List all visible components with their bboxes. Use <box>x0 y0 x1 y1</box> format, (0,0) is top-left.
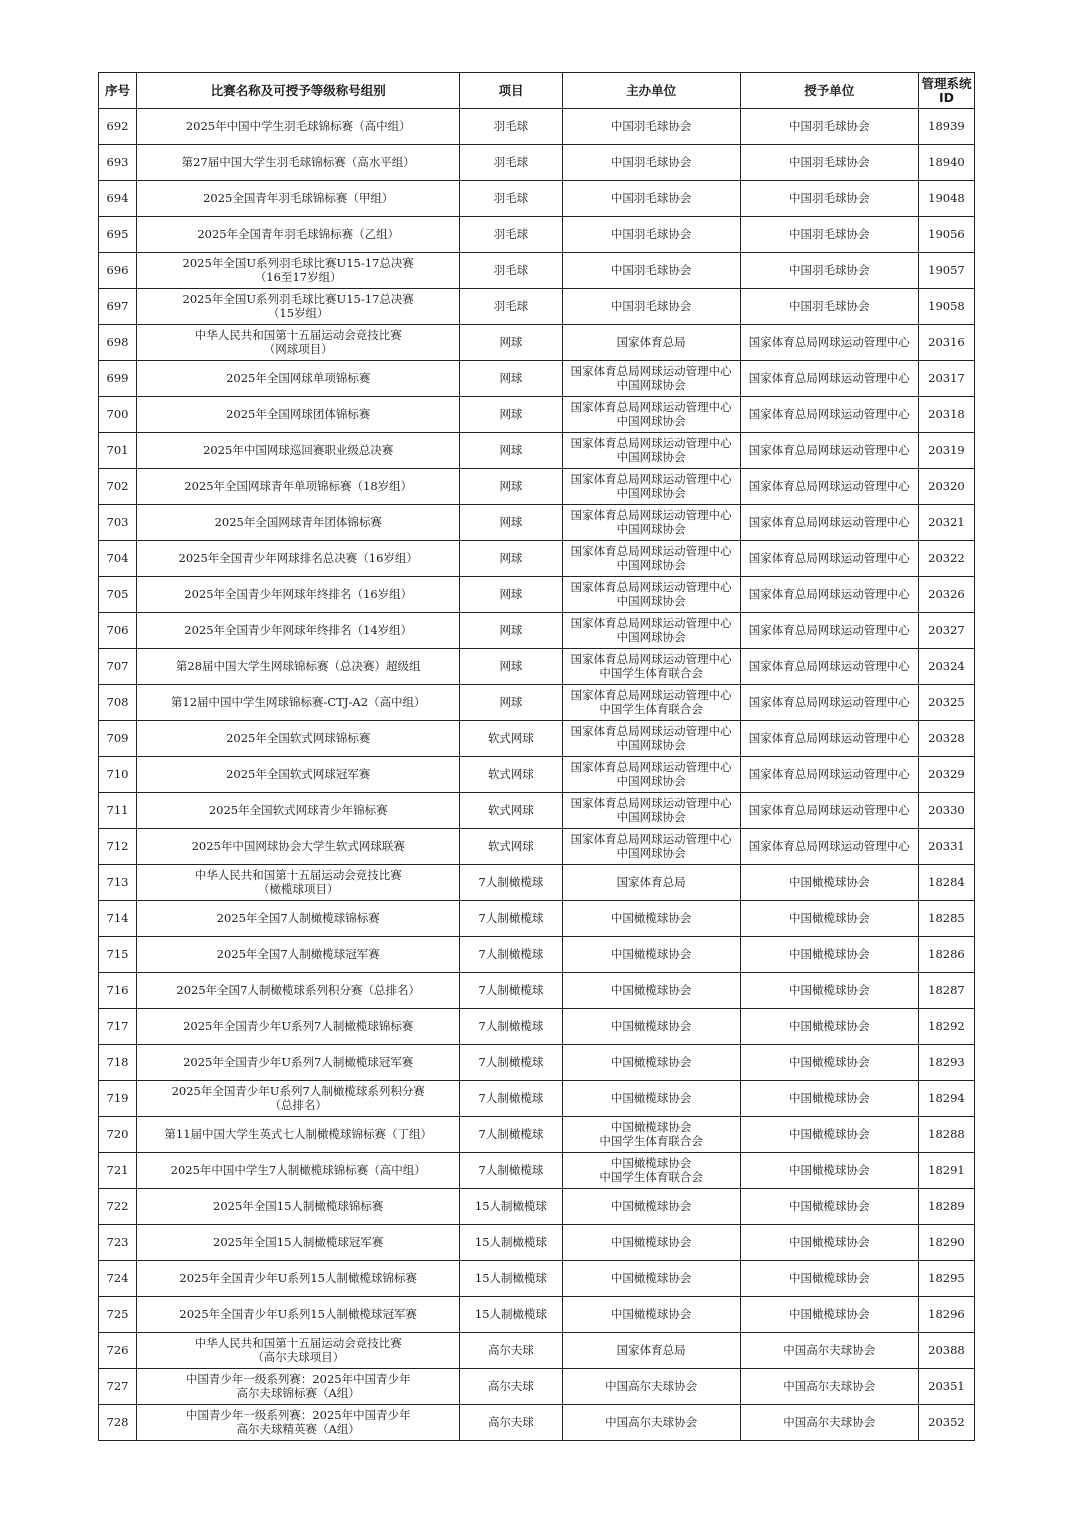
grantor-cell: 国家体育总局网球运动管理中心 <box>740 361 918 397</box>
grantor-cell: 国家体育总局网球运动管理中心 <box>740 829 918 865</box>
organizer-cell: 国家体育总局网球运动管理中心 中国学生体育联合会 <box>562 685 740 721</box>
sport-cell: 15人制橄榄球 <box>460 1189 562 1225</box>
table-row <box>99 1117 975 1153</box>
sport-cell: 15人制橄榄球 <box>460 1297 562 1333</box>
organizer-cell: 中国橄榄球协会 <box>562 1189 740 1225</box>
table-row <box>99 1081 975 1117</box>
table-row <box>99 1297 975 1333</box>
grantor-cell: 国家体育总局网球运动管理中心 <box>740 469 918 505</box>
organizer-cell: 中国橄榄球协会 <box>562 1297 740 1333</box>
grantor-cell: 国家体育总局网球运动管理中心 <box>740 397 918 433</box>
system-id-cell: 20388 <box>918 1333 974 1369</box>
sport-cell: 网球 <box>460 397 562 433</box>
competition-name-cell: 第12届中国中学生网球锦标赛-CTJ-A2（高中组） <box>137 685 460 721</box>
table-row <box>99 397 975 433</box>
grantor-cell: 中国羽毛球协会 <box>740 289 918 325</box>
system-id-cell: 18294 <box>918 1081 974 1117</box>
table-row <box>99 253 975 289</box>
competition-name-cell: 2025年全国U系列羽毛球比赛U15-17总决赛 （15岁组） <box>137 289 460 325</box>
grantor-cell: 中国橄榄球协会 <box>740 1189 918 1225</box>
organizer-cell: 国家体育总局网球运动管理中心 中国网球协会 <box>562 829 740 865</box>
table-row <box>99 289 975 325</box>
sport-cell: 7人制橄榄球 <box>460 973 562 1009</box>
competition-name-cell: 中华人民共和国第十五届运动会竞技比赛 （橄榄球项目） <box>137 865 460 901</box>
table-row <box>99 361 975 397</box>
row-number-cell: 718 <box>99 1045 137 1081</box>
competition-name-cell: 中华人民共和国第十五届运动会竞技比赛 （网球项目） <box>137 325 460 361</box>
sport-cell: 软式网球 <box>460 829 562 865</box>
sport-cell: 网球 <box>460 649 562 685</box>
row-number-cell: 720 <box>99 1117 137 1153</box>
sport-cell: 7人制橄榄球 <box>460 1009 562 1045</box>
grantor-cell: 中国橄榄球协会 <box>740 901 918 937</box>
organizer-cell: 国家体育总局网球运动管理中心 中国网球协会 <box>562 433 740 469</box>
table-row <box>99 1045 975 1081</box>
sport-cell: 7人制橄榄球 <box>460 1045 562 1081</box>
table-row <box>99 577 975 613</box>
system-id-cell: 20327 <box>918 613 974 649</box>
competition-name-cell: 2025年全国青少年网球排名总决赛（16岁组） <box>137 541 460 577</box>
header-grantor: 授予单位 <box>740 73 918 109</box>
table-row <box>99 793 975 829</box>
grantor-cell: 国家体育总局网球运动管理中心 <box>740 505 918 541</box>
row-number-cell: 721 <box>99 1153 137 1189</box>
system-id-cell: 20325 <box>918 685 974 721</box>
row-number-cell: 704 <box>99 541 137 577</box>
table-row <box>99 685 975 721</box>
organizer-cell: 国家体育总局网球运动管理中心 中国网球协会 <box>562 793 740 829</box>
header-system-id: 管理系统 ID <box>918 73 974 109</box>
sport-cell: 7人制橄榄球 <box>460 1081 562 1117</box>
sport-cell: 15人制橄榄球 <box>460 1261 562 1297</box>
organizer-cell: 国家体育总局网球运动管理中心 中国网球协会 <box>562 577 740 613</box>
competition-name-cell: 2025全国青年羽毛球锦标赛（甲组） <box>137 181 460 217</box>
grantor-cell: 中国橄榄球协会 <box>740 1045 918 1081</box>
sport-cell: 网球 <box>460 325 562 361</box>
system-id-cell: 20319 <box>918 433 974 469</box>
grantor-cell: 中国羽毛球协会 <box>740 145 918 181</box>
row-number-cell: 717 <box>99 1009 137 1045</box>
organizer-cell: 中国羽毛球协会 <box>562 109 740 145</box>
grantor-cell: 中国橄榄球协会 <box>740 973 918 1009</box>
system-id-cell: 20316 <box>918 325 974 361</box>
row-number-cell: 695 <box>99 217 137 253</box>
row-number-cell: 698 <box>99 325 137 361</box>
grantor-cell: 中国橄榄球协会 <box>740 1081 918 1117</box>
organizer-cell: 中国橄榄球协会 中国学生体育联合会 <box>562 1153 740 1189</box>
system-id-cell: 20320 <box>918 469 974 505</box>
header-row <box>99 73 975 109</box>
competition-name-cell: 第28届中国大学生网球锦标赛（总决赛）超级组 <box>137 649 460 685</box>
system-id-cell: 18939 <box>918 109 974 145</box>
system-id-cell: 18296 <box>918 1297 974 1333</box>
row-number-cell: 714 <box>99 901 137 937</box>
row-number-cell: 713 <box>99 865 137 901</box>
table-row <box>99 505 975 541</box>
table-row <box>99 145 975 181</box>
table-row <box>99 469 975 505</box>
table-row <box>99 1369 975 1405</box>
organizer-cell: 中国羽毛球协会 <box>562 253 740 289</box>
table-row <box>99 181 975 217</box>
sport-cell: 羽毛球 <box>460 181 562 217</box>
grantor-cell: 国家体育总局网球运动管理中心 <box>740 433 918 469</box>
table-row <box>99 1333 975 1369</box>
grantor-cell: 中国高尔夫球协会 <box>740 1333 918 1369</box>
grantor-cell: 国家体育总局网球运动管理中心 <box>740 721 918 757</box>
system-id-cell: 19056 <box>918 217 974 253</box>
organizer-cell: 中国橄榄球协会 中国学生体育联合会 <box>562 1117 740 1153</box>
grantor-cell: 国家体育总局网球运动管理中心 <box>740 793 918 829</box>
competition-name-cell: 2025年全国青少年U系列15人制橄榄球锦标赛 <box>137 1261 460 1297</box>
competition-name-cell: 2025年全国7人制橄榄球系列积分赛（总排名） <box>137 973 460 1009</box>
header-no: 序号 <box>99 73 137 109</box>
awards-table <box>98 72 975 1441</box>
competition-name-cell: 2025年全国青少年U系列15人制橄榄球冠军赛 <box>137 1297 460 1333</box>
row-number-cell: 709 <box>99 721 137 757</box>
row-number-cell: 712 <box>99 829 137 865</box>
table-row <box>99 613 975 649</box>
competition-name-cell: 2025年全国网球团体锦标赛 <box>137 397 460 433</box>
organizer-cell: 中国橄榄球协会 <box>562 1009 740 1045</box>
sport-cell: 羽毛球 <box>460 145 562 181</box>
row-number-cell: 716 <box>99 973 137 1009</box>
competition-name-cell: 中国青少年一级系列赛：2025年中国青少年 高尔夫球锦标赛（A组） <box>137 1369 460 1405</box>
grantor-cell: 国家体育总局网球运动管理中心 <box>740 325 918 361</box>
table-row <box>99 973 975 1009</box>
competition-name-cell: 2025年全国7人制橄榄球锦标赛 <box>137 901 460 937</box>
row-number-cell: 702 <box>99 469 137 505</box>
sport-cell: 网球 <box>460 505 562 541</box>
system-id-cell: 20321 <box>918 505 974 541</box>
sport-cell: 7人制橄榄球 <box>460 1117 562 1153</box>
competition-name-cell: 第11届中国大学生英式七人制橄榄球锦标赛（丁组） <box>137 1117 460 1153</box>
organizer-cell: 国家体育总局 <box>562 865 740 901</box>
system-id-cell: 18286 <box>918 937 974 973</box>
table-row <box>99 865 975 901</box>
row-number-cell: 726 <box>99 1333 137 1369</box>
system-id-cell: 19057 <box>918 253 974 289</box>
table-row <box>99 1153 975 1189</box>
row-number-cell: 697 <box>99 289 137 325</box>
sport-cell: 7人制橄榄球 <box>460 865 562 901</box>
row-number-cell: 694 <box>99 181 137 217</box>
table-row <box>99 649 975 685</box>
competition-name-cell: 2025年全国青少年U系列7人制橄榄球系列积分赛 （总排名） <box>137 1081 460 1117</box>
system-id-cell: 18289 <box>918 1189 974 1225</box>
table-row <box>99 109 975 145</box>
system-id-cell: 20324 <box>918 649 974 685</box>
row-number-cell: 724 <box>99 1261 137 1297</box>
sport-cell: 网球 <box>460 433 562 469</box>
grantor-cell: 中国橄榄球协会 <box>740 1009 918 1045</box>
organizer-cell: 国家体育总局 <box>562 325 740 361</box>
competition-name-cell: 2025年全国7人制橄榄球冠军赛 <box>137 937 460 973</box>
row-number-cell: 711 <box>99 793 137 829</box>
competition-name-cell: 2025年全国15人制橄榄球冠军赛 <box>137 1225 460 1261</box>
sport-cell: 7人制橄榄球 <box>460 937 562 973</box>
organizer-cell: 中国高尔夫球协会 <box>562 1369 740 1405</box>
competition-name-cell: 2025年全国网球青年单项锦标赛（18岁组） <box>137 469 460 505</box>
grantor-cell: 中国橄榄球协会 <box>740 937 918 973</box>
grantor-cell: 中国橄榄球协会 <box>740 1261 918 1297</box>
organizer-cell: 国家体育总局 <box>562 1333 740 1369</box>
system-id-cell: 19058 <box>918 289 974 325</box>
grantor-cell: 中国羽毛球协会 <box>740 217 918 253</box>
grantor-cell: 中国橄榄球协会 <box>740 1153 918 1189</box>
system-id-cell: 18284 <box>918 865 974 901</box>
header-name: 比赛名称及可授予等级称号组别 <box>137 73 460 109</box>
competition-name-cell: 2025年全国软式网球冠军赛 <box>137 757 460 793</box>
sport-cell: 高尔夫球 <box>460 1333 562 1369</box>
sport-cell: 7人制橄榄球 <box>460 1153 562 1189</box>
row-number-cell: 700 <box>99 397 137 433</box>
row-number-cell: 710 <box>99 757 137 793</box>
row-number-cell: 705 <box>99 577 137 613</box>
table-row <box>99 325 975 361</box>
competition-name-cell: 中华人民共和国第十五届运动会竞技比赛 （高尔夫球项目） <box>137 1333 460 1369</box>
competition-name-cell: 2025年中国中学生7人制橄榄球锦标赛（高中组） <box>137 1153 460 1189</box>
row-number-cell: 706 <box>99 613 137 649</box>
organizer-cell: 国家体育总局网球运动管理中心 中国网球协会 <box>562 541 740 577</box>
table-row <box>99 1189 975 1225</box>
organizer-cell: 中国橄榄球协会 <box>562 1081 740 1117</box>
table-row <box>99 217 975 253</box>
competition-name-cell: 第27届中国大学生羽毛球锦标赛（高水平组） <box>137 145 460 181</box>
grantor-cell: 中国橄榄球协会 <box>740 865 918 901</box>
organizer-cell: 国家体育总局网球运动管理中心 中国网球协会 <box>562 613 740 649</box>
table-row <box>99 433 975 469</box>
row-number-cell: 708 <box>99 685 137 721</box>
sport-cell: 羽毛球 <box>460 109 562 145</box>
organizer-cell: 中国橄榄球协会 <box>562 1045 740 1081</box>
competition-name-cell: 2025年全国软式网球青少年锦标赛 <box>137 793 460 829</box>
system-id-cell: 20330 <box>918 793 974 829</box>
system-id-cell: 20352 <box>918 1405 974 1441</box>
header-sport: 项目 <box>460 73 562 109</box>
row-number-cell: 692 <box>99 109 137 145</box>
grantor-cell: 国家体育总局网球运动管理中心 <box>740 577 918 613</box>
organizer-cell: 中国羽毛球协会 <box>562 181 740 217</box>
sport-cell: 网球 <box>460 685 562 721</box>
sport-cell: 软式网球 <box>460 757 562 793</box>
competition-name-cell: 2025年中国网球巡回赛职业级总决赛 <box>137 433 460 469</box>
competition-name-cell: 2025年全国青少年U系列7人制橄榄球锦标赛 <box>137 1009 460 1045</box>
organizer-cell: 国家体育总局网球运动管理中心 中国网球协会 <box>562 469 740 505</box>
competition-name-cell: 2025年全国青少年网球年终排名（14岁组） <box>137 613 460 649</box>
grantor-cell: 中国橄榄球协会 <box>740 1297 918 1333</box>
organizer-cell: 中国羽毛球协会 <box>562 289 740 325</box>
grantor-cell: 中国高尔夫球协会 <box>740 1369 918 1405</box>
table-row <box>99 721 975 757</box>
system-id-cell: 18291 <box>918 1153 974 1189</box>
system-id-cell: 20331 <box>918 829 974 865</box>
grantor-cell: 中国羽毛球协会 <box>740 109 918 145</box>
system-id-cell: 20322 <box>918 541 974 577</box>
sport-cell: 网球 <box>460 469 562 505</box>
table-row <box>99 757 975 793</box>
competition-name-cell: 2025年全国青年羽毛球锦标赛（乙组） <box>137 217 460 253</box>
table-row <box>99 1261 975 1297</box>
table-row <box>99 1225 975 1261</box>
system-id-cell: 20351 <box>918 1369 974 1405</box>
competition-name-cell: 2025年全国网球青年团体锦标赛 <box>137 505 460 541</box>
grantor-cell: 中国羽毛球协会 <box>740 253 918 289</box>
system-id-cell: 18285 <box>918 901 974 937</box>
competition-name-cell: 2025年全国网球单项锦标赛 <box>137 361 460 397</box>
organizer-cell: 国家体育总局网球运动管理中心 中国学生体育联合会 <box>562 649 740 685</box>
row-number-cell: 722 <box>99 1189 137 1225</box>
organizer-cell: 国家体育总局网球运动管理中心 中国网球协会 <box>562 757 740 793</box>
grantor-cell: 国家体育总局网球运动管理中心 <box>740 757 918 793</box>
sport-cell: 高尔夫球 <box>460 1369 562 1405</box>
competition-name-cell: 2025年中国网球协会大学生软式网球联赛 <box>137 829 460 865</box>
grantor-cell: 国家体育总局网球运动管理中心 <box>740 685 918 721</box>
organizer-cell: 国家体育总局网球运动管理中心 中国网球协会 <box>562 361 740 397</box>
sport-cell: 羽毛球 <box>460 289 562 325</box>
grantor-cell: 国家体育总局网球运动管理中心 <box>740 649 918 685</box>
system-id-cell: 19048 <box>918 181 974 217</box>
system-id-cell: 20317 <box>918 361 974 397</box>
sport-cell: 软式网球 <box>460 721 562 757</box>
grantor-cell: 国家体育总局网球运动管理中心 <box>740 613 918 649</box>
competition-name-cell: 2025年中国中学生羽毛球锦标赛（高中组） <box>137 109 460 145</box>
competition-name-cell: 2025年全国U系列羽毛球比赛U15-17总决赛 （16至17岁组） <box>137 253 460 289</box>
organizer-cell: 中国羽毛球协会 <box>562 145 740 181</box>
grantor-cell: 中国羽毛球协会 <box>740 181 918 217</box>
sport-cell: 软式网球 <box>460 793 562 829</box>
row-number-cell: 707 <box>99 649 137 685</box>
row-number-cell: 725 <box>99 1297 137 1333</box>
row-number-cell: 696 <box>99 253 137 289</box>
system-id-cell: 20326 <box>918 577 974 613</box>
grantor-cell: 中国高尔夫球协会 <box>740 1405 918 1441</box>
row-number-cell: 693 <box>99 145 137 181</box>
system-id-cell: 20329 <box>918 757 974 793</box>
competition-name-cell: 中国青少年一级系列赛：2025年中国青少年 高尔夫球精英赛（A组） <box>137 1405 460 1441</box>
sport-cell: 高尔夫球 <box>460 1405 562 1441</box>
organizer-cell: 中国橄榄球协会 <box>562 937 740 973</box>
row-number-cell: 719 <box>99 1081 137 1117</box>
sport-cell: 网球 <box>460 361 562 397</box>
competition-name-cell: 2025年全国15人制橄榄球锦标赛 <box>137 1189 460 1225</box>
system-id-cell: 18288 <box>918 1117 974 1153</box>
organizer-cell: 中国橄榄球协会 <box>562 973 740 1009</box>
table-row <box>99 1009 975 1045</box>
row-number-cell: 701 <box>99 433 137 469</box>
system-id-cell: 18287 <box>918 973 974 1009</box>
grantor-cell: 国家体育总局网球运动管理中心 <box>740 541 918 577</box>
header-organizer: 主办单位 <box>562 73 740 109</box>
sport-cell: 15人制橄榄球 <box>460 1225 562 1261</box>
system-id-cell: 18292 <box>918 1009 974 1045</box>
organizer-cell: 国家体育总局网球运动管理中心 中国网球协会 <box>562 721 740 757</box>
organizer-cell: 国家体育总局网球运动管理中心 中国网球协会 <box>562 505 740 541</box>
table-row <box>99 937 975 973</box>
row-number-cell: 728 <box>99 1405 137 1441</box>
table-row <box>99 541 975 577</box>
system-id-cell: 18940 <box>918 145 974 181</box>
grantor-cell: 中国橄榄球协会 <box>740 1225 918 1261</box>
row-number-cell: 723 <box>99 1225 137 1261</box>
organizer-cell: 中国高尔夫球协会 <box>562 1405 740 1441</box>
competition-name-cell: 2025年全国青少年网球年终排名（16岁组） <box>137 577 460 613</box>
table-row <box>99 901 975 937</box>
organizer-cell: 中国羽毛球协会 <box>562 217 740 253</box>
sport-cell: 羽毛球 <box>460 253 562 289</box>
organizer-cell: 中国橄榄球协会 <box>562 1261 740 1297</box>
sport-cell: 网球 <box>460 541 562 577</box>
system-id-cell: 20318 <box>918 397 974 433</box>
row-number-cell: 715 <box>99 937 137 973</box>
sport-cell: 7人制橄榄球 <box>460 901 562 937</box>
row-number-cell: 699 <box>99 361 137 397</box>
row-number-cell: 703 <box>99 505 137 541</box>
organizer-cell: 国家体育总局网球运动管理中心 中国网球协会 <box>562 397 740 433</box>
competition-name-cell: 2025年全国软式网球锦标赛 <box>137 721 460 757</box>
table-row <box>99 1405 975 1441</box>
row-number-cell: 727 <box>99 1369 137 1405</box>
organizer-cell: 中国橄榄球协会 <box>562 1225 740 1261</box>
system-id-cell: 18293 <box>918 1045 974 1081</box>
grantor-cell: 中国橄榄球协会 <box>740 1117 918 1153</box>
sport-cell: 网球 <box>460 577 562 613</box>
sport-cell: 网球 <box>460 613 562 649</box>
sport-cell: 羽毛球 <box>460 217 562 253</box>
system-id-cell: 20328 <box>918 721 974 757</box>
system-id-cell: 18295 <box>918 1261 974 1297</box>
table-row <box>99 829 975 865</box>
system-id-cell: 18290 <box>918 1225 974 1261</box>
competition-name-cell: 2025年全国青少年U系列7人制橄榄球冠军赛 <box>137 1045 460 1081</box>
organizer-cell: 中国橄榄球协会 <box>562 901 740 937</box>
